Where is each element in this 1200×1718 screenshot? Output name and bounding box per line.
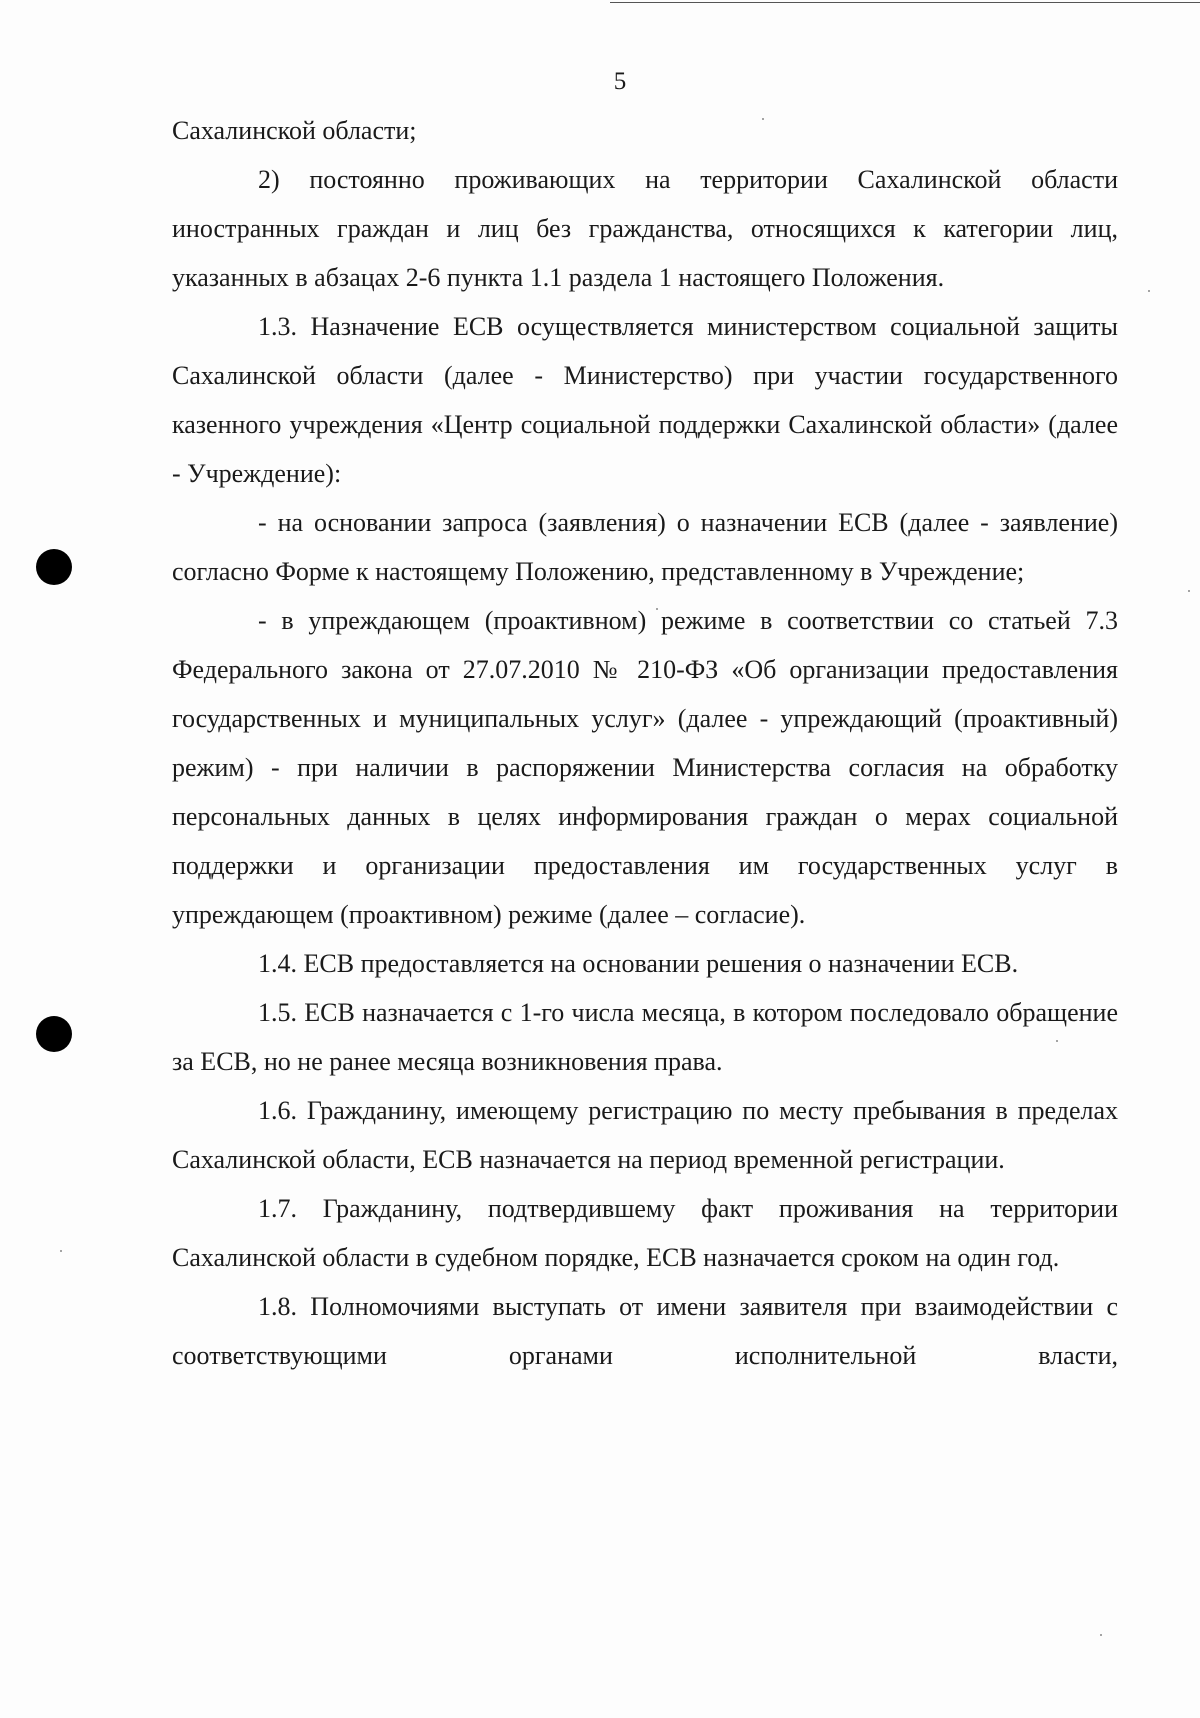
paragraph-basis-proactive: - в упреждающем (проактивном) режиме в соответствии со статьей 7.3 Федерального закона от 27.07.2010 № 210-ФЗ «Об организации предоставления государственных и муниципальных услуг» (далее - упреждающий (проактивный) режим) - при наличии в распоряжении Министерства согласия на обработку персональных данных в целях информирования граждан о мерах социальной поддержки и организации предоставления им государственных услуг в упреждающем (проактивном) режиме (далее – согласие). bbox=[172, 606, 1118, 929]
paragraph-1-7: 1.7. Гражданину, подтвердившему факт проживания на территории Сахалинской области в судебном порядке, ЕСВ назначается сроком на один год. bbox=[172, 1194, 1118, 1272]
paragraph-item-2: 2) постоянно проживающих на территории Сахалинской области иностранных граждан и лиц без гражданства, относящихся к категории лиц, указанных в абзацах 2-6 пункта 1.1 раздела 1 настоящего Положения. bbox=[172, 165, 1118, 292]
paragraph-1-5: 1.5. ЕСВ назначается с 1-го числа месяца, в котором последовало обращение за ЕСВ, но не ранее месяца возникновения права. bbox=[172, 998, 1118, 1076]
page-number: 5 bbox=[613, 68, 627, 95]
scan-speck bbox=[1148, 290, 1150, 292]
punch-hole-upper bbox=[36, 549, 72, 585]
scan-speck bbox=[1100, 1634, 1102, 1636]
scan-speck bbox=[1188, 590, 1190, 592]
paragraph-1-3: 1.3. Назначение ЕСВ осуществляется министерством социальной защиты Сахалинской области (далее - Министерство) при участии государственного казенного учреждения «Центр социальной поддержки Сахалинской области» (далее - Учреждение): bbox=[172, 312, 1118, 488]
paragraph-region-continuation: Сахалинской области; bbox=[172, 116, 417, 145]
paragraph-1-6: 1.6. Гражданину, имеющему регистрацию по месту пребывания в пределах Сахалинской области, ЕСВ назначается на период временной регистрации. bbox=[172, 1096, 1118, 1174]
paragraph-1-4: 1.4. ЕСВ предоставляется на основании решения о назначении ЕСВ. bbox=[258, 949, 1019, 978]
paragraph-basis-request: - на основании запроса (заявления) о назначении ЕСВ (далее - заявление) согласно Форме к настоящему Положению, представленному в Учреждение; bbox=[172, 508, 1118, 586]
scan-speck bbox=[60, 1250, 62, 1252]
paragraph-1-8: 1.8. Полномочиями выступать от имени заявителя при взаимодействии с соответствующими органами исполнительной власти, bbox=[172, 1292, 1118, 1370]
document-body bbox=[172, 106, 1118, 1380]
punch-hole-lower bbox=[36, 1016, 72, 1052]
top-edge-line bbox=[610, 2, 1200, 3]
